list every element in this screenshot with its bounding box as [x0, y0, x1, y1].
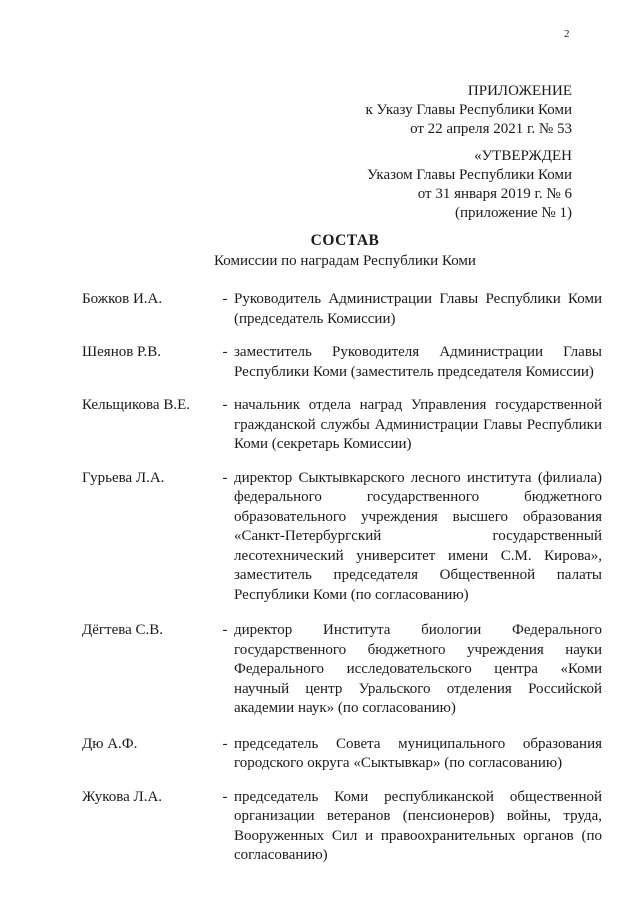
- member-role: председатель Коми республиканской общественной организации ветеранов (пенсионеров) войны, труда, Вооруженных Сил и правоохранительных органов (по согласованию): [234, 788, 602, 863]
- appendix-decree-date: от 22 апреля 2021 г. № 53: [410, 121, 572, 137]
- member-name: Гурьева Л.А.: [82, 469, 165, 486]
- member-name: Кельщикова В.Е.: [82, 397, 190, 413]
- appendix-header: [365, 82, 572, 139]
- appendix-title: ПРИЛОЖЕНИЕ: [467, 83, 572, 99]
- member-dash: -: [222, 788, 228, 805]
- member-dash: -: [222, 469, 228, 486]
- page-number: 2: [564, 28, 570, 40]
- member-role: директор Института биологии Федерального государственного бюджетного учреждения науки Федерального исследовательского центра «Коми научный центр Уральского отделения Российской академии наук» (по согласованию): [234, 622, 602, 716]
- approval-decree-ref: Указом Главы Республики Коми: [367, 167, 572, 183]
- document-subtitle: Комиссии по наградам Республики Коми: [214, 253, 476, 269]
- approval-appendix-note: (приложение № 1): [454, 205, 572, 221]
- member-dash: -: [222, 344, 228, 360]
- approval-title: «УТВЕРЖДЕН: [474, 148, 572, 164]
- member-role: директор Сыктывкарского лесного института (филиала) федерального государственного бюджетного образовательного учреждения высшего образования «Санкт-Петербургский государственный лесотехнический университет имени С.М. Кирова», заместитель председателя Общественной палаты Республики Коми (по согласованию): [234, 469, 602, 603]
- list-item: [82, 290, 602, 329]
- list-item: [82, 343, 602, 382]
- member-name: Дю А.Ф.: [82, 735, 138, 752]
- list-item: [82, 735, 602, 774]
- member-name: Шеянов Р.В.: [82, 344, 162, 360]
- member-dash: -: [222, 291, 228, 307]
- member-role: председатель Совета муниципального образования городского округа «Сыктывкар» (по согласованию): [234, 735, 602, 771]
- appendix-decree-ref: к Указу Главы Республики Коми: [365, 102, 572, 118]
- member-name: Божков И.А.: [82, 291, 163, 307]
- member-name: Жукова Л.А.: [82, 788, 163, 805]
- member-role: заместитель Руководителя Администрации Главы Республики Коми (заместитель председателя Комиссии): [234, 344, 602, 380]
- list-item: [82, 788, 602, 866]
- member-role: Руководитель Администрации Главы Республики Коми (председатель Комиссии): [234, 291, 602, 327]
- approval-stamp: [367, 147, 572, 223]
- member-list: [82, 290, 602, 866]
- list-item: [82, 396, 602, 455]
- member-name: Дёгтева С.В.: [82, 622, 164, 638]
- approval-decree-date: от 31 января 2019 г. № 6: [417, 186, 572, 202]
- list-item: [82, 469, 602, 606]
- list-item: [82, 621, 602, 719]
- member-role: начальник отдела наград Управления государственной гражданской службы Администрации Главы Республики Коми (секретарь Комиссии): [234, 397, 602, 452]
- member-dash: -: [222, 735, 228, 752]
- member-dash: -: [222, 622, 228, 638]
- document-title-block: [0, 231, 640, 271]
- member-dash: -: [222, 397, 228, 413]
- document-title: СОСТАВ: [310, 232, 380, 249]
